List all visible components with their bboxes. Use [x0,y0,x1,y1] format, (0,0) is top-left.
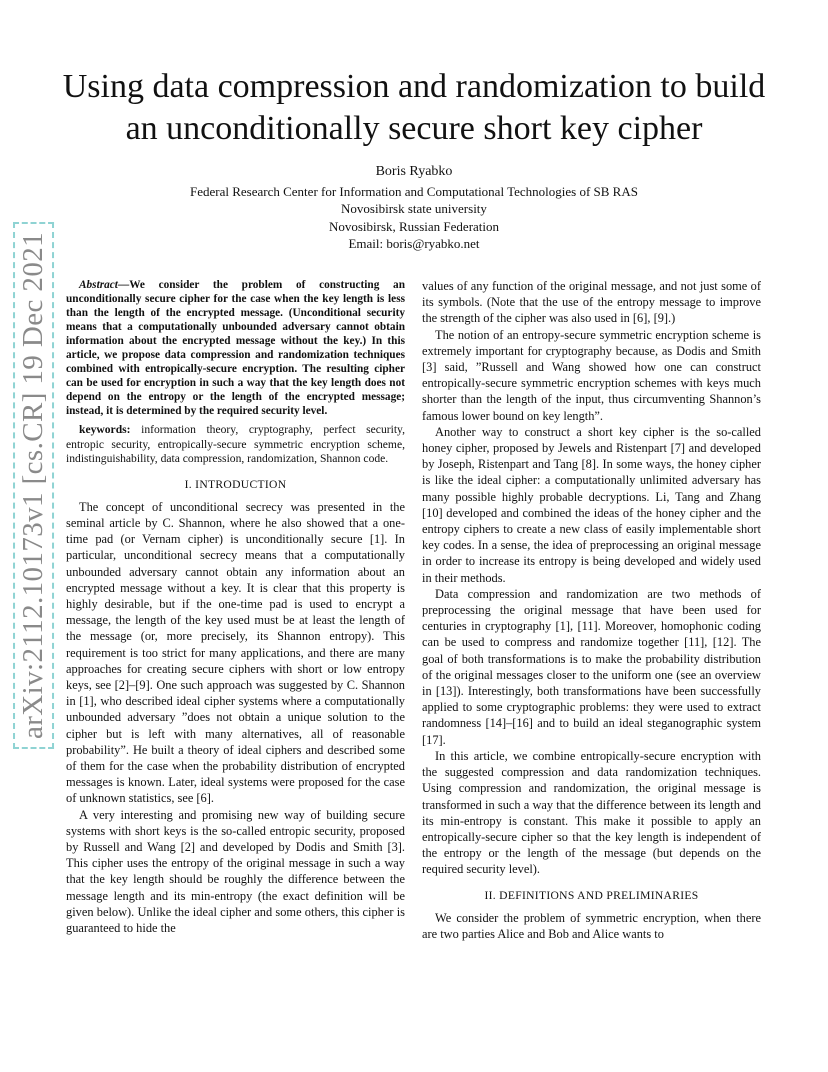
arxiv-stamp-text: arXiv:2112.10173v1 [cs.CR] 19 Dec 2021 [14,221,55,748]
intro-paragraph-1: The concept of unconditional secrecy was presented in the seminal article by C. Shannon, where he also showed that a one-time pad (or Vernam cipher) is unconditionally secure [1]. In particular, unconditional secrecy means that a computationally unbounded adversary cannot obtain any information about an encrypted message without a key. It is clear that this property is highly desirable, but if the one-time pad is used to encrypt a message, the length of the key used must be at least the length of the message (or, more precisely, its Shannon entropy). This requirement is too strict for many applications, and there are many approaches for creating secure ciphers with short or low entropy keys, see [2]–[9]. One such approach was suggested by C. Shannon in [1], who described ideal cipher systems where a computationally unbounded adversary ”does not obtain a unique solution to the cipher but is left with many alternatives, all of reasonable probability”. He built a theory of ideal ciphers and described some of them for the case when the probability distribution of encrypted messages is known. Later, ideal systems were proposed for the case of unknown statistics, see [6]. [66,499,405,806]
abstract [66,278,405,418]
abstract-lead: Abstract [79,279,118,291]
title-line-2: an unconditionally secure short key cipher [125,110,703,147]
intro-paragraph-6: Data compression and randomization are two methods of preprocessing the original message that have been used for centuries in cryptography [1], [11]. Moreover, homophonic coding can be used to compress and randomize together [11], [12]. The goal of both transformations is to make the probability distribution of the original messages closer to the uniform one (see an overview in [13]). Interestingly, both transformations have been successfully applied to some cryptographic problems: they were used to extract randomness [14]–[16] and to build an ideal steganographic system [17]. [422,586,761,747]
intro-paragraph-5: Another way to construct a short key cipher is the so-called honey cipher, proposed by Jewels and Ristenpart [7] and developed by Joseph, Ristenpart and Tang [8]. In some ways, the honey cipher is like the ideal cipher: a computationally unlimited adversary has many possible highly probable decryptions. Li, Tang and Zhang [10] developed and combined the ideas of the honey cipher and the entropy ciphers to create a new class of easily implementable short key codes. In a sense, the idea of preprocessing an original message in order to increase its entropy is being developed and widely used in their methods. [422,424,761,585]
affiliation-1: Federal Research Center for Information and Computational Technologies of SB RAS [190,183,638,199]
keywords-label: keywords: [79,423,131,436]
affiliation-2: Novosibirsk state university [341,201,487,216]
right-column [422,278,761,942]
intro-paragraph-2: A very interesting and promising new way of building secure systems with short keys is the so-called entropic security, proposed by Russell and Wang [2] and developed by Dodis and Smith [3]. This cipher uses the entropy of the original message in such a way that the key length should be roughly the difference between the message length and its min-entropy (the exact definition will be given below). Unlike the ideal cipher and some others, this cipher is guaranteed to hide the [66,807,405,935]
title-line-1: Using data compression and randomization to build [62,68,766,105]
left-column [66,278,405,936]
section-1-heading: I. INTRODUCTION [184,477,287,491]
intro-paragraph-3: values of any function of the original message, and not just some of its symbols. (Note that the use of the entropy message to improve the strength of the cipher was also used in [6], [9].) [422,279,761,326]
keywords [66,423,405,467]
abstract-text: —We consider the problem of constructing an unconditionally secure cipher for the case when the key length is less than the length of the encrypted message. (Unconditional security means that a computationally unbounded adversary cannot obtain information about the encrypted message without the key.) In this article, we propose data compression and randomization techniques combined with entropically-secure encryption. The resulting cipher can be used for encryption in such a way that the key length does not depend on the entropy or the length of the encrypted message; instead, it is determined by the required security level. [66,279,405,417]
definitions-paragraph-1: We consider the problem of symmetric encryption, when there are two parties Alice and Bob and Alice wants to [422,910,761,941]
intro-paragraph-7: In this article, we combine entropically-secure encryption with the suggested compression and data randomization techniques. Using compression and randomization, the original message is transformed in such a way that the difference between its length and its min-entropy is constant. This make it possible to apply an entropically-secure cipher so that the key length is independent of the entropy or the length of the message (but depends on the required security level). [422,748,761,877]
arxiv-stamp [14,231,54,739]
section-2-heading: II. DEFINITIONS AND PRELIMINARIES [484,888,699,902]
author-block [60,163,768,253]
affiliation-3: Novosibirsk, Russian Federation [328,218,500,234]
paper-title [40,66,788,150]
keywords-text: information theory, cryptography, perfect security, entropic security, entropically-secure symmetric encryption scheme, indistinguishability, data compression, randomization, Shannon code. [66,423,405,465]
author-name: Boris Ryabko [375,164,453,179]
author-email: Email: boris@ryabko.net [348,236,480,251]
intro-paragraph-4: The notion of an entropy-secure symmetric encryption scheme is extremely important for cryptography because, as Dodis and Smith [3] said, ”Russell and Wang showed how one can construct entropically-secure symmetric encryption schemes with keys much shorter than the length of the input, thus circumventing Shannon’s famous lower bound on key length”. [422,327,761,423]
